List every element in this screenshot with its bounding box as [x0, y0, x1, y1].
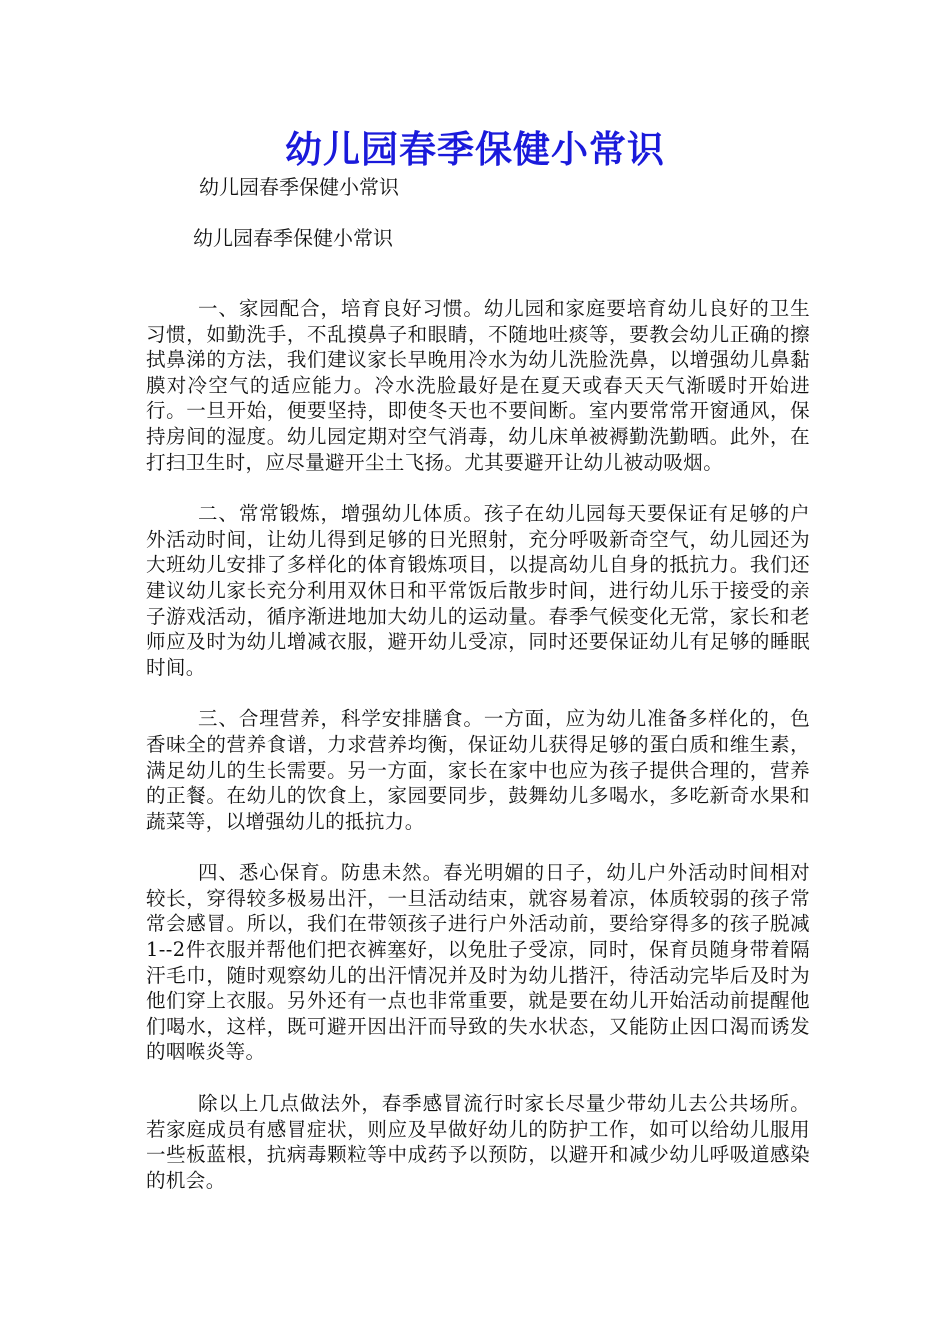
paragraph-exercise: 二、常常锻炼，增强幼儿体质。孩子在幼儿园每天要保证有足够的户外活动时间，让幼儿得到足够的日光照射，充分呼吸新奇空气，幼儿园还为大班幼儿安排了多样化的体育锻炼项目，以提高幼儿自身的抵抗力。我们还建议幼儿家长充分利用双休日和平常饭后散步时间，进行幼儿乐于接受的亲子游戏活动，循序渐进地加大幼儿的运动量。春季气候变化无常，家长和老师应及时为幼儿增减衣服，避开幼儿受凉，同时还要保证幼儿有足够的睡眠时间。 [146, 502, 810, 679]
paragraph-family-cooperation: 一、家园配合，培育良好习惯。幼儿园和家庭要培育幼儿良好的卫生习惯，如勤洗手，不乱摸鼻子和眼睛，不随地吐痰等，要教会幼儿正确的擦拭鼻涕的方法，我们建议家长早晚用冷水为幼儿洗脸洗鼻，以增强幼儿鼻黏膜对冷空气的适应能力。冷水洗脸最好是在夏天或春天天气渐暖时开始进行。一旦开始，便要坚持，即使冬天也不要间断。室内要常常开窗通风，保持房间的湿度。幼儿园定期对空气消毒，幼儿床单被褥勤洗勤晒。此外，在打扫卫生时，应尽量避开尘土飞扬。尤其要避开让幼儿被动吸烟。 [146, 297, 810, 474]
paragraph-nutrition: 三、合理营养，科学安排膳食。一方面，应为幼儿准备多样化的，色香味全的营养食谱，力求营养均衡，保证幼儿获得足够的蛋白质和维生素，满足幼儿的生长需要。另一方面，家长在家中也应为孩子提供合理的，营养的正餐。在幼儿的饮食上，家园要同步，鼓舞幼儿多喝水，多吃新奇水果和蔬菜等，以增强幼儿的抵抗力。 [146, 707, 810, 833]
document-subtitle-2: 幼儿园春季保健小常识 [193, 226, 393, 250]
document-body [146, 296, 810, 1219]
document-title: 幼儿园春季保健小常识 [285, 128, 665, 171]
paragraph-care: 四、悉心保育。防患未然。春光明媚的日子，幼儿户外活动时间相对较长，穿得较多极易出汗，一旦活动结束，就容易着凉，体质较弱的孩子常常会感冒。所以，我们在带领孩子进行户外活动前，要给穿得多的孩子脱减1--2件衣服并帮他们把衣裤塞好，以免肚子受凉，同时，保育员随身带着隔汗毛巾，随时观察幼儿的出汗情况并及时为幼儿揩汗，待活动完毕后及时为他们穿上衣服。另外还有一点也非常重要，就是要在幼儿开始活动前提醒他们喝水，这样，既可避开因出汗而导致的失水状态，又能防止因口渴而诱发的咽喉炎等。 [146, 861, 810, 1064]
paragraph-conclusion: 除以上几点做法外，春季感冒流行时家长尽量少带幼儿去公共场所。若家庭成员有感冒症状，则应及早做好幼儿的防护工作，如可以给幼儿服用一些板蓝根，抗病毒颗粒等中成药予以预防，以避开和减少幼儿呼吸道感染的机会。 [146, 1092, 810, 1192]
document-subtitle-1: 幼儿园春季保健小常识 [199, 175, 399, 199]
